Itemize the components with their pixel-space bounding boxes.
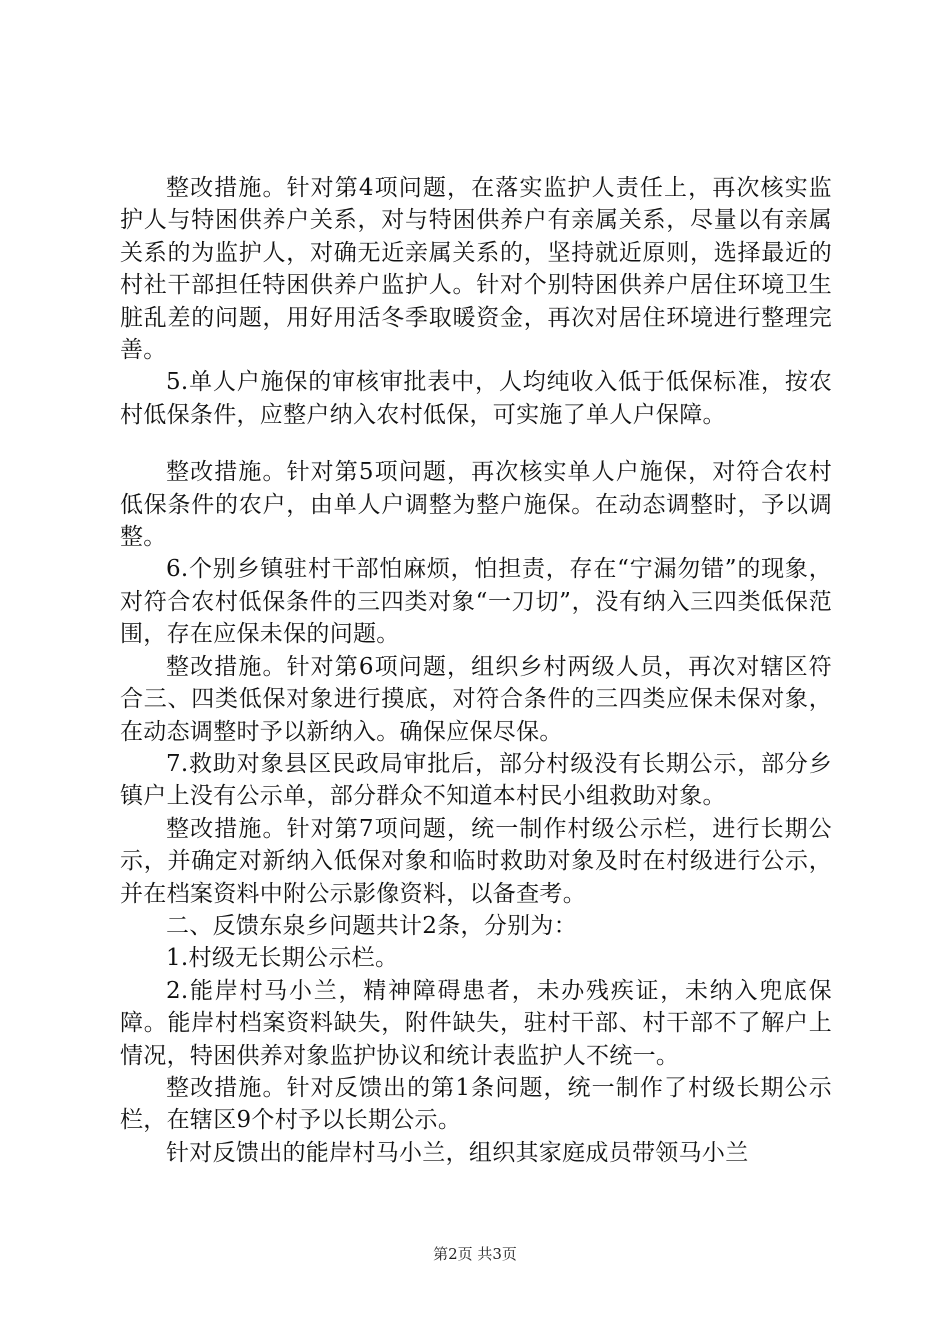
paragraph-rectification-item-7: 整改措施。针对第7项问题，统一制作村级公示栏，进行长期公示，并确定对新纳入低保对象和临时救助对象及时在村级进行公示，并在档案资料中附公示影像资料，以备查考。 (120, 815, 832, 907)
paragraph-rectification-item-6: 整改措施。针对第6项问题，组织乡村两级人员，再次对辖区符合三、四类低保对象进行摸底，对符合条件的三四类应保未保对象，在动态调整时予以新纳入。确保应保尽保。 (120, 653, 832, 745)
paragraph-section-dongquan: 二、反馈东泉乡问题共计2条，分别为： (166, 912, 578, 939)
document-body (120, 172, 832, 1169)
paragraph-dongquan-issue-1: 1.村级无长期公示栏。 (166, 945, 399, 972)
paragraph-issue-7: 7.救助对象县区民政局审批后，部分村级没有长期公示，部分乡镇户上没有公示单，部分群众不知道本村民小组救助对象。 (120, 750, 832, 810)
paragraph-dongquan-rectification-2: 针对反馈出的能岸村马小兰，组织其家庭成员带领马小兰 (166, 1139, 749, 1166)
paragraph-dongquan-issue-2: 2.能岸村马小兰，精神障碍患者，未办残疾证，未纳入兜底保障。能岸村档案资料缺失，附件缺失，驻村干部、村干部不了解户上情况，特困供养对象监护协议和统计表监护人不统一。 (120, 977, 832, 1069)
page-number-label: 第2页 共3页 (433, 1245, 517, 1263)
paragraph-issue-5: 5.单人户施保的审核审批表中，人均纯收入低于低保标准，按农村低保条件，应整户纳入农村低保，可实施了单人户保障。 (120, 369, 832, 428)
paragraph-issue-6: 6.个别乡镇驻村干部怕麻烦，怕担责，存在“宁漏勿错”的现象，对符合农村低保条件的三四类对象“一刀切”，没有纳入三四类低保范围，存在应保未保的问题。 (120, 556, 832, 648)
paragraph-dongquan-rectification-1: 整改措施。针对反馈出的第1条问题，统一制作了村级长期公示栏，在辖区9个村予以长期公示。 (120, 1074, 832, 1134)
paragraph-rectification-item-5: 整改措施。针对第5项问题，再次核实单人户施保，对符合农村低保条件的农户，由单人户调整为整户施保。在动态调整时，予以调整。 (120, 459, 832, 551)
page-footer (0, 1244, 950, 1264)
paragraph-rectification-item-4: 整改措施。针对第4项问题，在落实监护人责任上，再次核实监护人与特困供养户关系，对与特困供养户有亲属关系，尽量以有亲属关系的为监护人，对确无近亲属关系的，坚持就近原则，选择最近的村社干部担任特困供养户监护人。针对个别特困供养户居住环境卫生脏乱差的问题，用好用活冬季取暖资金，再次对居住环境进行整理完善。 (120, 175, 832, 364)
